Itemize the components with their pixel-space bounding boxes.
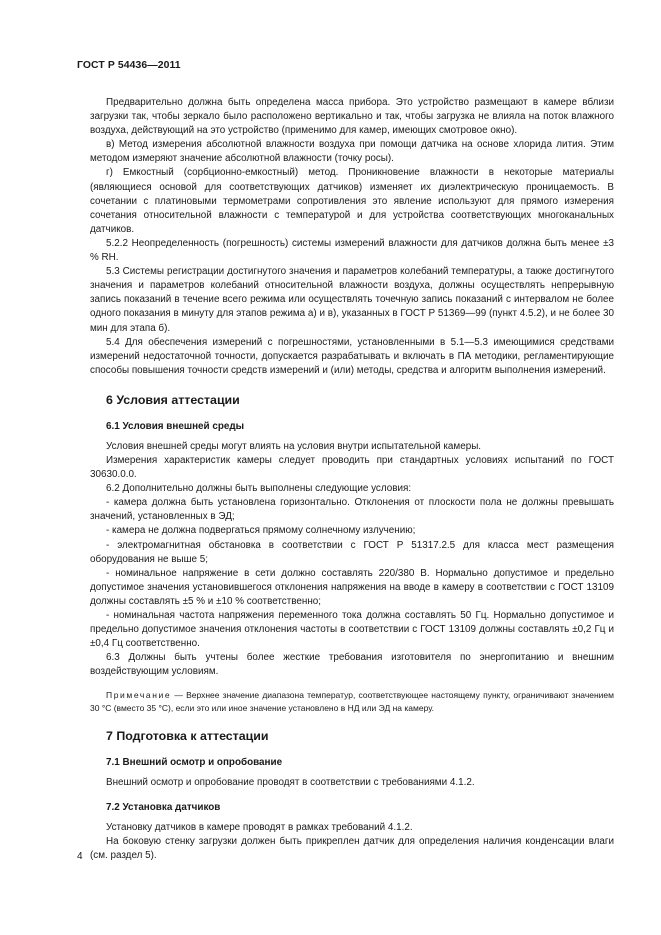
paragraph: в) Метод измерения абсолютной влажности воздуха при помощи датчика на основе хлорида лития. Этим методом измеряют значение абсолютной влажности (точку росы). <box>90 139 614 165</box>
document-header: ГОСТ Р 54436—2011 <box>77 60 181 71</box>
note <box>90 689 614 714</box>
paragraph: 6.2 Дополнительно должны быть выполнены следующие условия: <box>106 483 412 495</box>
list-item: - электромагнитная обстановка в соответствии с ГОСТ Р 51317.2.5 для класса мест размещения оборудования не выше 5; <box>90 539 614 565</box>
paragraph: На боковую стенку загрузки должен быть прикреплен датчик для определения наличия конденсации влаги (см. раздел 5). <box>90 835 614 861</box>
paragraph: Предварительно должна быть определена масса прибора. Это устройство размещают в камере вблизи загрузки так, чтобы зеркало было расположено вертикально и так, чтобы загрузка не влияла на поток влажного воздуха, действующий на это устройство (применимо для камер, имеющих смотровое окно). <box>90 97 614 137</box>
subsection-7-2-heading: 7.2 Установка датчиков <box>106 801 221 813</box>
note-label: Примечание <box>106 690 172 701</box>
document-body <box>90 96 614 863</box>
paragraph: 5.3 Системы регистрации достигнутого значения и параметров колебаний температуры, а также достигнутого значения и параметров колебаний относительной влажности воздуха, должны осуществлять непрерывную запись показаний в течение всего режима или осуществлять точечную запись показаний с интервалом не более одного показания в минуту для этапов режима а) и в), указанных в ГОСТ Р 51369—99 (пункт 4.5.2), и не более 30 мин для этапа б). <box>90 266 614 334</box>
paragraph: Установку датчиков в камере проводят в рамках требований 4.1.2. <box>106 821 413 833</box>
subsection-6-1-heading: 6.1 Условия внешней среды <box>106 420 245 432</box>
paragraph: 5.4 Для обеспечения измерений с погрешностями, установленными в 5.1—5.3 имеющимися средствами измерений недостаточной точности, допускается разрабатывать и включать в ПА методики, регламентирующие способы повышения точности средств измерений и (или) методы, средства и алгоритм выполнения измерений. <box>90 336 614 376</box>
section-7-heading: 7 Подготовка к аттестации <box>106 729 269 744</box>
list-item: - номинальная частота напряжения переменного тока должна составлять 50 Гц. Нормально допустимое и предельно допустимое значения отклонения частоты в соответствии с ГОСТ 13109 должны составлять ±0,2 Гц и ±0,4 Гц соответственно. <box>90 610 614 650</box>
paragraph: Условия внешней среды могут влиять на условия внутри испытательной камеры. <box>106 440 482 452</box>
section-6-heading: 6 Условия аттестации <box>106 392 240 407</box>
list-item: - камера должна быть установлена горизонтально. Отклонения от плоскости пола не должны превышать значений, установленных в ЭД; <box>90 497 614 523</box>
paragraph: 5.2.2 Неопределенность (погрешность) системы измерений влажности для датчиков должна быть менее ±3 % RH. <box>90 237 614 264</box>
paragraph: Внешний осмотр и опробование проводят в соответствии с требованиями 4.1.2. <box>106 777 475 789</box>
list-item: - номинальное напряжение в сети должно составлять 220/380 В. Нормально допустимое и предельно допустимое значения установившегося отклонения напряжения на вводе в камеру в соответствии с ГОСТ 13109 должны составлять ±5 % и ±10 % соответственно; <box>90 567 614 607</box>
paragraph: 6.3 Должны быть учтены более жесткие требования изготовителя по энергопитанию и внешним воздействующим условиям. <box>90 652 614 678</box>
paragraph: Измерения характеристик камеры следует проводить при стандартных условиях испытаний по ГОСТ 30630.0.0. <box>90 454 614 481</box>
note-text: — Верхнее значение диапазона температур, соответствующее настоящему пункту, ограничивают значением 30 °C (вместо 35 °C), если это или иное значение установлено в НД или ЭД на камеру. <box>90 690 614 713</box>
list-item: - камера не должна подвергаться прямому солнечному излучению; <box>106 525 416 537</box>
subsection-7-1-heading: 7.1 Внешний осмотр и опробование <box>106 757 283 769</box>
page-number: 4 <box>77 851 83 862</box>
paragraph: г) Емкостный (сорбционно-емкостный) метод. Проникновение влажности в некоторые материалы (являющиеся основой для соответствующих датчиков) изменяет их диэлектрическую проницаемость. В сочетании с платиновыми термометрами сопротивления это явление используют для прямого измерения сочетания относительной влажности с температурой и для устройства соответствующих многоканальных датчиков. <box>90 167 614 235</box>
